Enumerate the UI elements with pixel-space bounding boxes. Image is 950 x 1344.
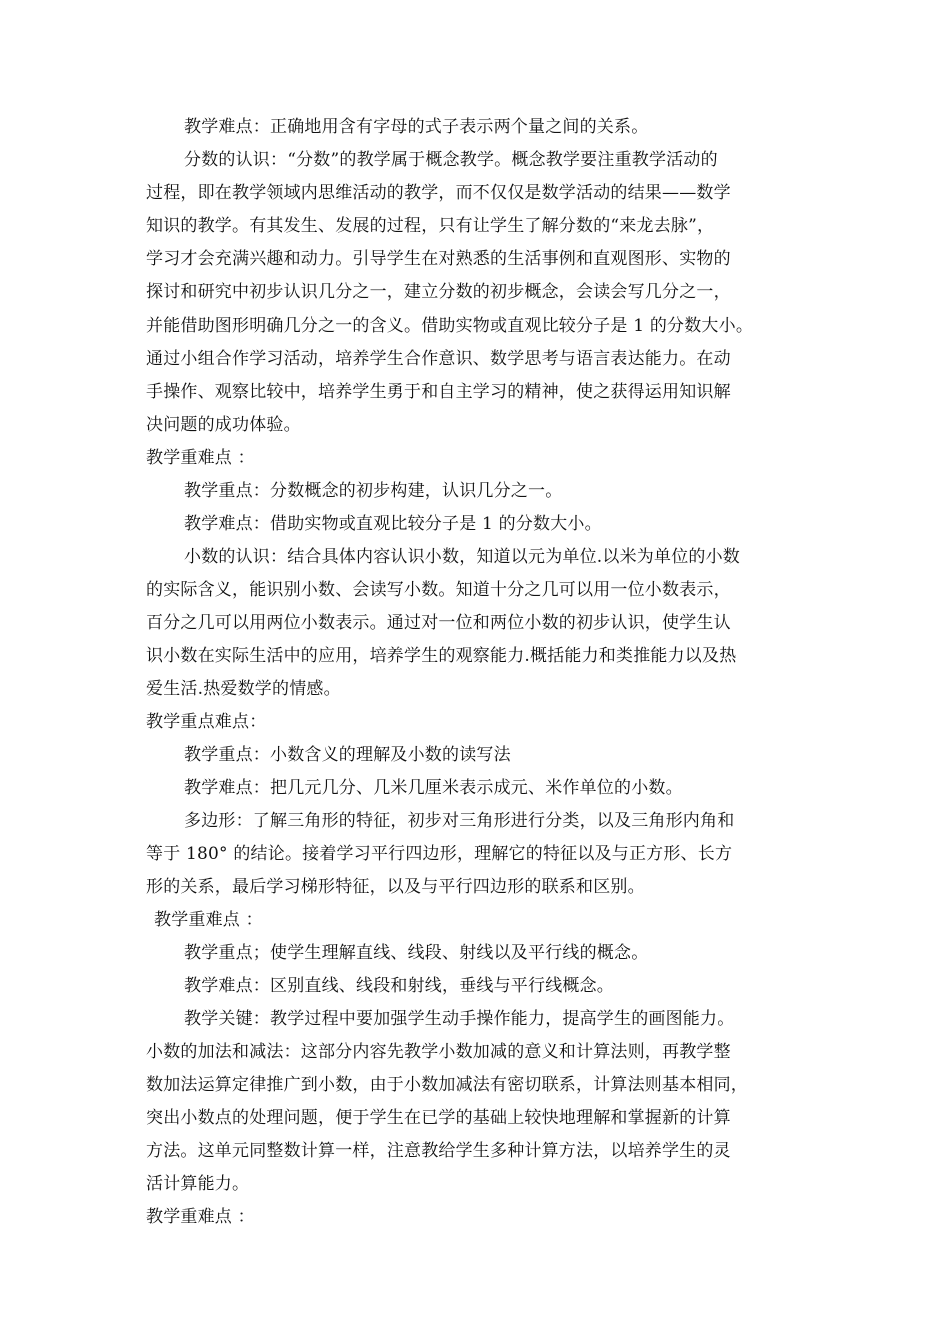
text-line: 活计算能力。 <box>146 1174 250 1194</box>
section-heading: 教学重难点 ： <box>146 448 255 468</box>
text-line: 通过小组合作学习活动，培养学生合作意识、数学思考与语言表达能力。在动 <box>146 349 731 369</box>
text-line: 爱生活.热爱数学的情感。 <box>146 679 341 699</box>
text-line: 过程，即在教学领域内思维活动的教学，而不仅仅是数学活动的结果——数学 <box>146 183 731 203</box>
text-line: 教学重点；使学生理解直线、线段、射线以及平行线的概念。 <box>184 943 649 963</box>
text-line: 等于 180° 的结论。接着学习平行四边形，理解它的特征以及与正方形、长方 <box>146 844 733 864</box>
text-line: 识小数在实际生活中的应用，培养学生的观察能力.概括能力和类推能力以及热 <box>146 646 737 666</box>
text-line: 手操作、观察比较中，培养学生勇于和自主学习的精神，使之获得运用知识解 <box>146 382 731 402</box>
text-line: 教学难点：区别直线、线段和射线，垂线与平行线概念。 <box>184 976 614 996</box>
text-line: 教学难点：把几元几分、几米几厘米表示成元、米作单位的小数。 <box>184 778 683 798</box>
text-line: 小数的加法和减法：这部分内容先教学小数加减的意义和计算法则，再教学整 <box>146 1042 731 1062</box>
text-line: 数加法运算定律推广到小数，由于小数加减法有密切联系，计算法则基本相同， <box>146 1075 748 1095</box>
text-line: 教学关键：教学过程中要加强学生动手操作能力，提高学生的画图能力。 <box>184 1009 735 1029</box>
text-line: 学习才会充满兴趣和动力。引导学生在对熟悉的生活事例和直观图形、实物的 <box>146 249 731 269</box>
text-line: 百分之几可以用两位小数表示。通过对一位和两位小数的初步认识，使学生认 <box>146 613 731 633</box>
text-line: 形的关系，最后学习梯形特征，以及与平行四边形的联系和区别。 <box>146 877 645 897</box>
text-line: 分数的认识：“分数”的教学属于概念教学。概念教学要注重教学活动的 <box>184 150 718 170</box>
text-line: 教学难点：正确地用含有字母的式子表示两个量之间的关系。 <box>184 117 649 137</box>
section-heading: 教学重难点 ： <box>154 910 263 930</box>
text-line: 多边形：了解三角形的特征，初步对三角形进行分类，以及三角形内角和 <box>184 811 735 831</box>
text-line: 知识的教学。有其发生、发展的过程，只有让学生了解分数的“来龙去脉”， <box>146 216 715 236</box>
text-line: 决问题的成功体验。 <box>146 415 301 435</box>
text-line: 小数的认识：结合具体内容认识小数，知道以元为单位.以米为单位的小数 <box>184 547 741 567</box>
text-line: 教学重点：小数含义的理解及小数的读写法 <box>184 745 511 765</box>
text-line: 并能借助图形明确几分之一的含义。借助实物或直观比较分子是 1 的分数大小。 <box>146 316 754 336</box>
text-line: 教学难点：借助实物或直观比较分子是 1 的分数大小。 <box>184 514 602 534</box>
text-line: 教学重点：分数概念的初步构建，认识几分之一。 <box>184 481 563 501</box>
section-heading: 教学重点难点： <box>146 712 267 732</box>
text-line: 方法。这单元同整数计算一样，注意教给学生多种计算方法，以培养学生的灵 <box>146 1141 731 1161</box>
text-line: 的实际含义，能识别小数、会读写小数。知道十分之几可以用一位小数表示， <box>146 580 731 600</box>
text-line: 探讨和研究中初步认识几分之一，建立分数的初步概念，会读会写几分之一， <box>146 282 731 302</box>
section-heading: 教学重难点 ： <box>146 1207 255 1227</box>
text-line: 突出小数点的处理问题，便于学生在已学的基础上较快地理解和掌握新的计算 <box>146 1108 731 1128</box>
